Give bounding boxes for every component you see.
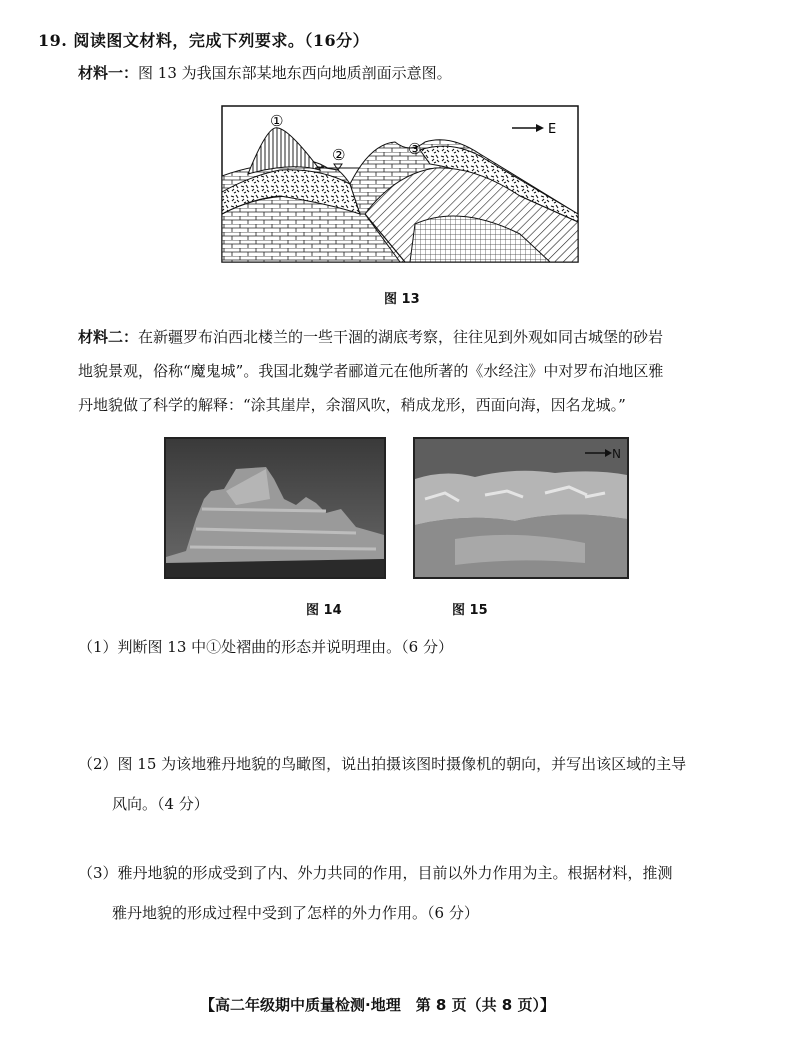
- subquestion-2-line-1: （2）图 15 为该地雅丹地貌的鸟瞰图，说出拍摄该图时摄像机的朝向，并写出该区域的主导: [78, 755, 687, 773]
- material-two-line-1: 在新疆罗布泊西北楼兰的一些干涸的湖底考察，往往见到外观如同古城堡的砂岩: [138, 328, 664, 346]
- subquestion-3: [78, 853, 758, 933]
- figure-14-yardang-photo: [164, 437, 386, 579]
- material-two-label: 材料二：: [78, 328, 139, 346]
- subquestion-3-line-1: （3）雅丹地貌的形成受到了内、外力共同的作用，目前以外力作用为主。根据材料，推测: [78, 864, 673, 882]
- material-one: [78, 62, 452, 83]
- page-footer: 【高二年级期中质量检测·地理 第 8 页（共 8 页）】: [200, 996, 555, 1014]
- figure-15-aerial-photo: [413, 437, 629, 579]
- question-title: 19. 阅读图文材料，完成下列要求。（16分）: [38, 31, 370, 50]
- subquestion-2-line-2: 风向。（4 分）: [112, 795, 209, 813]
- subquestion-3-line-2: 雅丹地貌的形成过程中受到了怎样的外力作用。（6 分）: [112, 904, 479, 922]
- figure-15-caption: 图 15: [452, 603, 488, 618]
- subquestion-1: （1）判断图 13 中①处褶曲的形态并说明理由。（6 分）: [78, 638, 453, 656]
- subquestion-2: [78, 744, 758, 824]
- figure-13-geologic-section: [220, 104, 580, 264]
- figure-14-caption: 图 14: [306, 603, 342, 618]
- figure-13-caption: 图 13: [384, 292, 420, 307]
- material-one-label: 材料一：: [78, 64, 139, 82]
- material-two-line-3: 丹地貌做了科学的解释：“涂其崖岸，余溜风吹，稍成龙形，西面向海，因名龙城。”: [78, 396, 626, 414]
- material-one-text: 图 13 为我国东部某地东西向地质剖面示意图。: [138, 64, 452, 82]
- marker-2-label: ②: [332, 146, 346, 164]
- marker-1-label: ①: [270, 112, 284, 130]
- north-direction-label: N: [612, 447, 621, 461]
- marker-3-label: ③: [408, 140, 422, 158]
- material-two: [78, 320, 738, 422]
- east-direction-label: E: [548, 122, 557, 137]
- material-two-line-2: 地貌景观，俗称“魔鬼城”。我国北魏学者郦道元在他所著的《水经注》中对罗布泊地区雅: [78, 362, 664, 380]
